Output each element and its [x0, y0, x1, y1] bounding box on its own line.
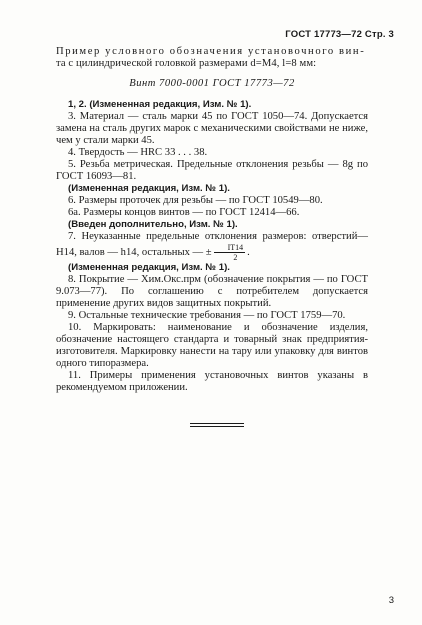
clause-1-2-note: 1, 2. (Измененная редакция, Изм. № 1).: [68, 99, 252, 110]
clause-5-note: (Измененная редакция, Изм. № 1).: [68, 183, 230, 194]
page-number: 3: [388, 595, 394, 606]
clause-6a: 6а. Размеры концов винтов — по ГОСТ 12414—66.: [68, 207, 300, 218]
end-rule-top: [190, 423, 244, 424]
document-body: [56, 46, 368, 394]
clause-6a-note: (Введен дополнительно, Изм. № 1).: [68, 219, 238, 230]
clause-3: 3. Материал — сталь марки 45 по ГОСТ 1050—74. Допускается замена на сталь других марок с механическими свойствами не ниже, чем у стали марки 45.: [56, 111, 368, 146]
clause-9: 9. Остальные технические требования — по ГОСТ 1759—70.: [68, 310, 346, 321]
clause-10: 10. Маркировать: наименование и обозначение изделия, обозначение настоящего стандарта и товарный знак предприятия-изготовителя. Маркировку нанести на тару или упаковку для винтов одного типоразмера.: [56, 322, 368, 369]
clause-8: 8. Покрытие — Хим.Окс.прм (обозначение покрытия — по ГОСТ 9.073—77). По соглашению с потребителем допускается применение других видов защитных покрытий.: [56, 274, 368, 309]
clause-7-text: 7. Неуказанные предельные отклонения размеров: отверстий— H14, валов — h14, остальных — ±: [56, 231, 368, 258]
designation-example: Винт 7000-0001 ГОСТ 17773—72: [129, 78, 295, 89]
clause-7-end: .: [247, 246, 250, 258]
intro-rest: та с цилиндрической головкой размерами d=M4, l=8 мм:: [56, 58, 317, 69]
intro-paragraph: [56, 46, 368, 70]
fraction-numerator: IT14: [214, 243, 246, 253]
clause-6: 6. Размеры проточек для резьбы — по ГОСТ 10549—80.: [68, 195, 323, 206]
clause-4: 4. Твердость — HRC 33 . . . 38.: [68, 147, 208, 158]
fraction-denominator: 2: [233, 253, 238, 262]
page-header: ГОСТ 17773—72 Стр. 3: [285, 29, 394, 40]
clause-5: 5. Резьба метрическая. Предельные отклонения резьбы — 8g по ГОСТ 16093—81.: [56, 159, 368, 182]
end-rule-bottom: [190, 426, 244, 427]
clause-11: 11. Примеры применения установочных винтов указаны в рекомендуемом приложении.: [56, 370, 368, 393]
clause-7-note: (Измененная редакция, Изм. № 1).: [68, 262, 230, 273]
intro-lead: Пример условного обозначения установочного вин-: [56, 46, 366, 57]
tolerance-fraction: [214, 243, 246, 262]
clause-7: [56, 231, 368, 262]
